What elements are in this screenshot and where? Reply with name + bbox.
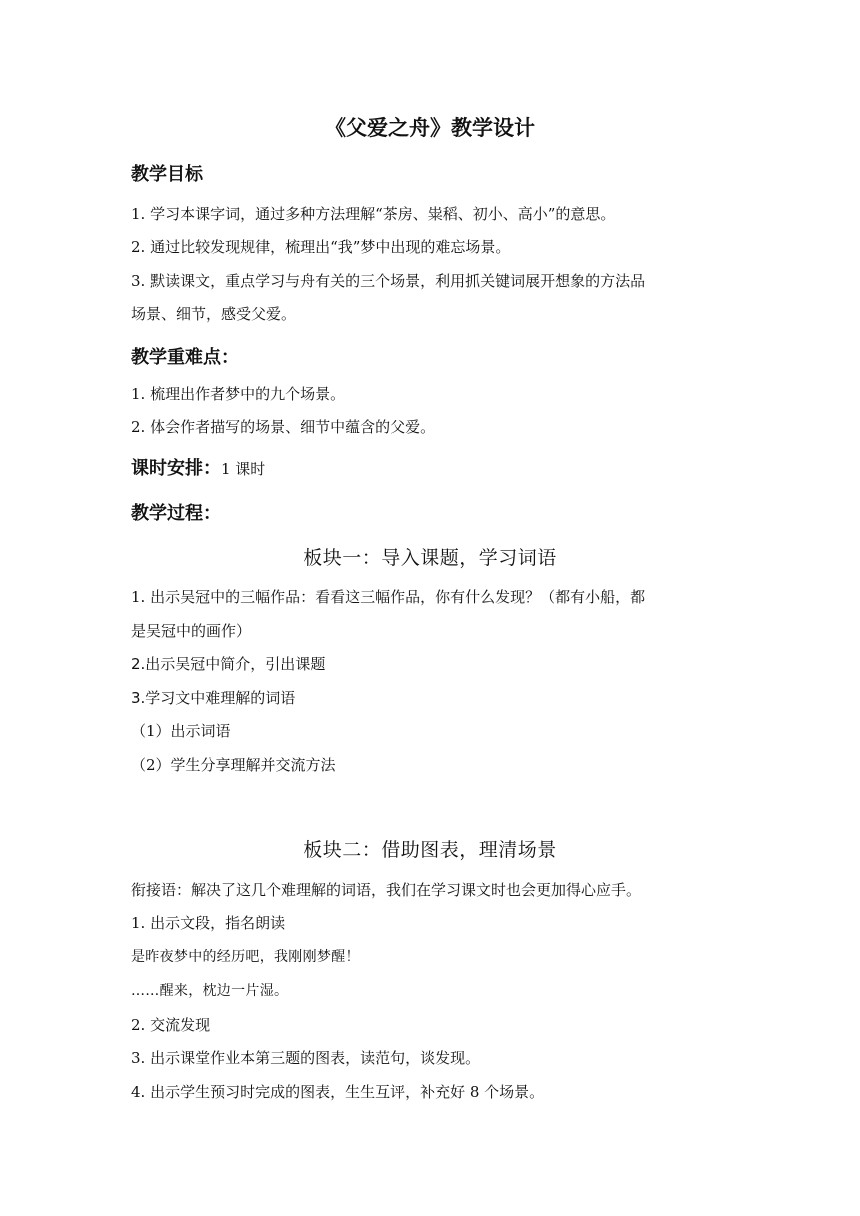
block2-line-7: 4. 出示学生预习时完成的图表，生生互评，补充好 8 个场景。 [131,1083,545,1101]
block1-line-3: 2.出示吴冠中简介，引出课题 [131,655,326,673]
block1-line-6: （2）学生分享理解并交流方法 [131,756,336,774]
block1-line-5: （1）出示词语 [131,722,231,740]
schedule-value: 1 课时 [221,460,266,478]
key-points-heading: 教学重难点： [131,347,239,368]
key-point-item-1: 1. 梳理出作者梦中的九个场景。 [131,385,346,403]
schedule-row [131,454,265,480]
block1-line-4: 3.学习文中难理解的词语 [131,689,296,707]
block2-line-5: 2. 交流发现 [131,1016,211,1034]
document-title: 《父爱之舟》教学设计 [325,116,535,140]
block2-quote-line-2: ……醒来，枕边一片湿。 [131,983,289,999]
goal-item-1: 1. 学习本课字词，通过多种方法理解“茶房、粜稻、初小、高小”的意思。 [131,205,616,223]
schedule-heading: 课时安排： [131,458,221,479]
key-point-item-2: 2. 体会作者描写的场景、细节中蕴含的父爱。 [131,418,436,436]
block1-line-1: 1. 出示吴冠中的三幅作品：看看这三幅作品，你有什么发现？（都有小船，都 [131,588,646,606]
block2-line-2: 1. 出示文段，指名朗读 [131,914,286,932]
block2-line-1: 衔接语：解决了这几个难理解的词语，我们在学习课文时也会更加得心应手。 [131,881,642,899]
goal-item-2: 2. 通过比较发现规律，梳理出“我”梦中出现的难忘场景。 [131,238,511,256]
goals-heading: 教学目标 [131,164,203,185]
goal-item-3: 3. 默读课文，重点学习与舟有关的三个场景，利用抓关键词展开想象的方法品 [131,272,646,290]
process-heading: 教学过程： [131,503,221,524]
block1-line-2: 是吴冠中的画作） [131,622,252,640]
block1-title: 板块一：导入课题，学习词语 [303,547,557,569]
goal-item-3-continued: 场景、细节，感受父爱。 [131,305,297,323]
block2-quote-line-1: 是昨夜梦中的经历吧，我刚刚梦醒！ [131,949,360,965]
block2-title: 板块二：借助图表，理清场景 [303,839,557,861]
block2-line-6: 3. 出示课堂作业本第三题的图表，读范句，谈发现。 [131,1049,481,1067]
